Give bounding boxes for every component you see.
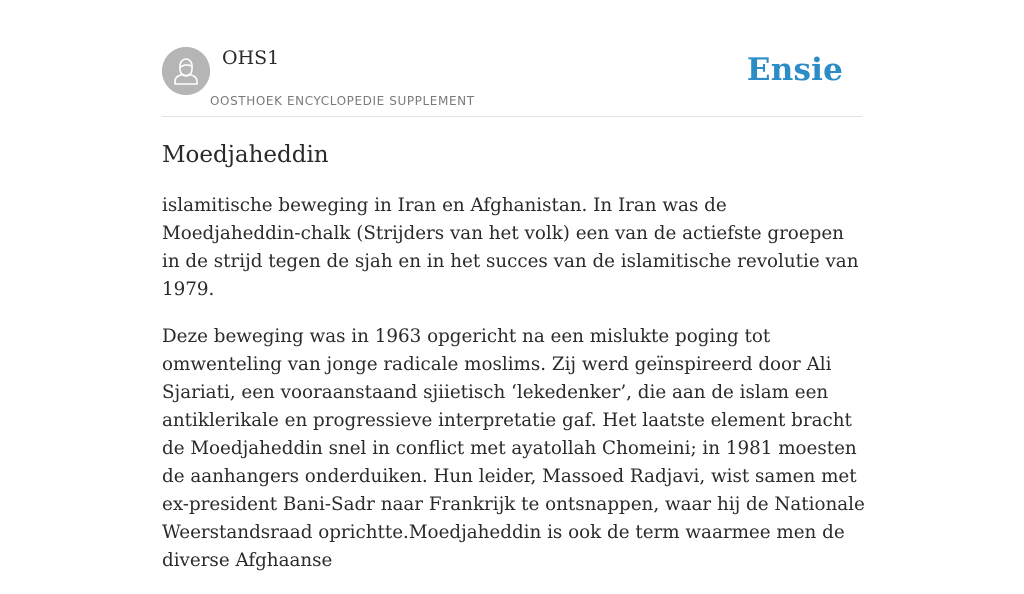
author-name-link[interactable]: OHS1 [222,47,280,69]
article-title: Moedjaheddin [162,142,329,168]
ensie-logo[interactable]: Ensie [746,52,843,88]
article-paragraph: islamitische beweging in Iran en Afghanistan. In Iran was de Moedjaheddin-chalk (Strijders van het volk) een van de actiefste groepen in de strijd tegen de sjah en in het succes van de islamitische revolutie van 1979. [162,195,859,300]
user-avatar-icon[interactable] [162,47,210,95]
page [162,0,865,571]
article-body [162,192,866,594]
article-paragraph: Deze beweging was in 1963 opgericht na een mislukte poging tot omwenteling van jonge radicale moslims. Zij werd geïnspireerd door Ali Sjariati, een vooraanstaand sjiietisch ‘lekedenker’, die aan de islam een antiklerikale en progressieve interpretatie gaf. Het laatste element bracht de Moedjaheddin snel in conflict met ayatollah Chomeini; in 1981 moesten de aanhangers onderduiken. Hun leider, Massoed Radjavi, wist samen met ex-president Bani-Sadr naar Frankrijk te ontsnappen, waar hij de Nationale Weerstandsraad oprichtte.Moedjaheddin is ook de term waarmee men de diverse Afghaanse [162,326,865,571]
publication-label[interactable]: OOSTHOEK ENCYCLOPEDIE SUPPLEMENT [210,94,475,108]
header [162,0,862,117]
